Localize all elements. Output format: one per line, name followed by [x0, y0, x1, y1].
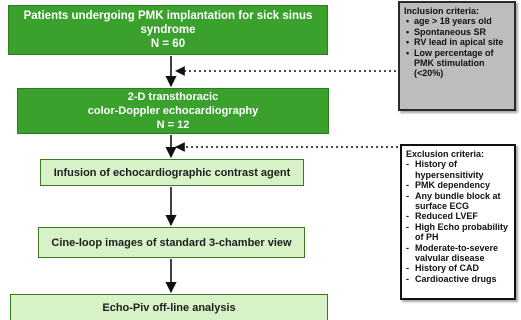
- inclusion-title: Inclusion criteria:: [404, 6, 480, 16]
- exclusion-item: - High Echo probability of PH: [406, 222, 511, 243]
- exclusion-item: - Moderate-to-severe valvular disease: [406, 243, 511, 264]
- step1-line2: syndrome: [140, 24, 196, 36]
- step-echocardiography-box: [17, 88, 329, 134]
- inclusion-item: • Low percentage of PMK stimulation (<20%): [404, 48, 511, 79]
- step1-line1: Patients undergoing PMK implantation for sick sinus: [23, 10, 313, 22]
- step4-label: Cine-loop images of standard 3-chamber view: [51, 236, 292, 249]
- exclusion-criteria-panel: [400, 144, 516, 300]
- step5-label: Echo-Piv off-line analysis: [102, 301, 236, 314]
- step-patients-box: [8, 5, 328, 55]
- inclusion-item: • Spontaneous SR: [404, 27, 511, 37]
- exclusion-item: - PMK dependency: [406, 180, 511, 190]
- inclusion-item: • age > 18 years old: [404, 16, 511, 26]
- exclusion-list: [406, 159, 511, 284]
- step-contrast-infusion-box: [40, 159, 304, 186]
- step2-line2: color-Doppler echocardiography: [87, 105, 259, 117]
- exclusion-item: - Cardioactive drugs: [406, 274, 511, 284]
- inclusion-criteria-panel: [398, 1, 516, 111]
- exclusion-item: - Reduced LVEF: [406, 211, 511, 221]
- step2-line3: N = 12: [156, 119, 190, 131]
- exclusion-title: Exclusion criteria:: [406, 149, 485, 159]
- exclusion-item: - History of CAD: [406, 263, 511, 273]
- step-cine-loop-box: [38, 227, 305, 258]
- inclusion-list: [404, 16, 511, 78]
- exclusion-item: - Any bundle block at surface ECG: [406, 191, 511, 212]
- step1-line3: N = 60: [150, 38, 186, 50]
- step3-label: Infusion of echocardiographic contrast agent: [53, 166, 291, 179]
- step2-line1: 2-D transthoracic: [127, 91, 219, 103]
- step-echo-piv-box: [10, 294, 328, 320]
- exclusion-item: - History of hypersensitivity: [406, 159, 511, 180]
- inclusion-item: • RV lead in apical site: [404, 37, 511, 47]
